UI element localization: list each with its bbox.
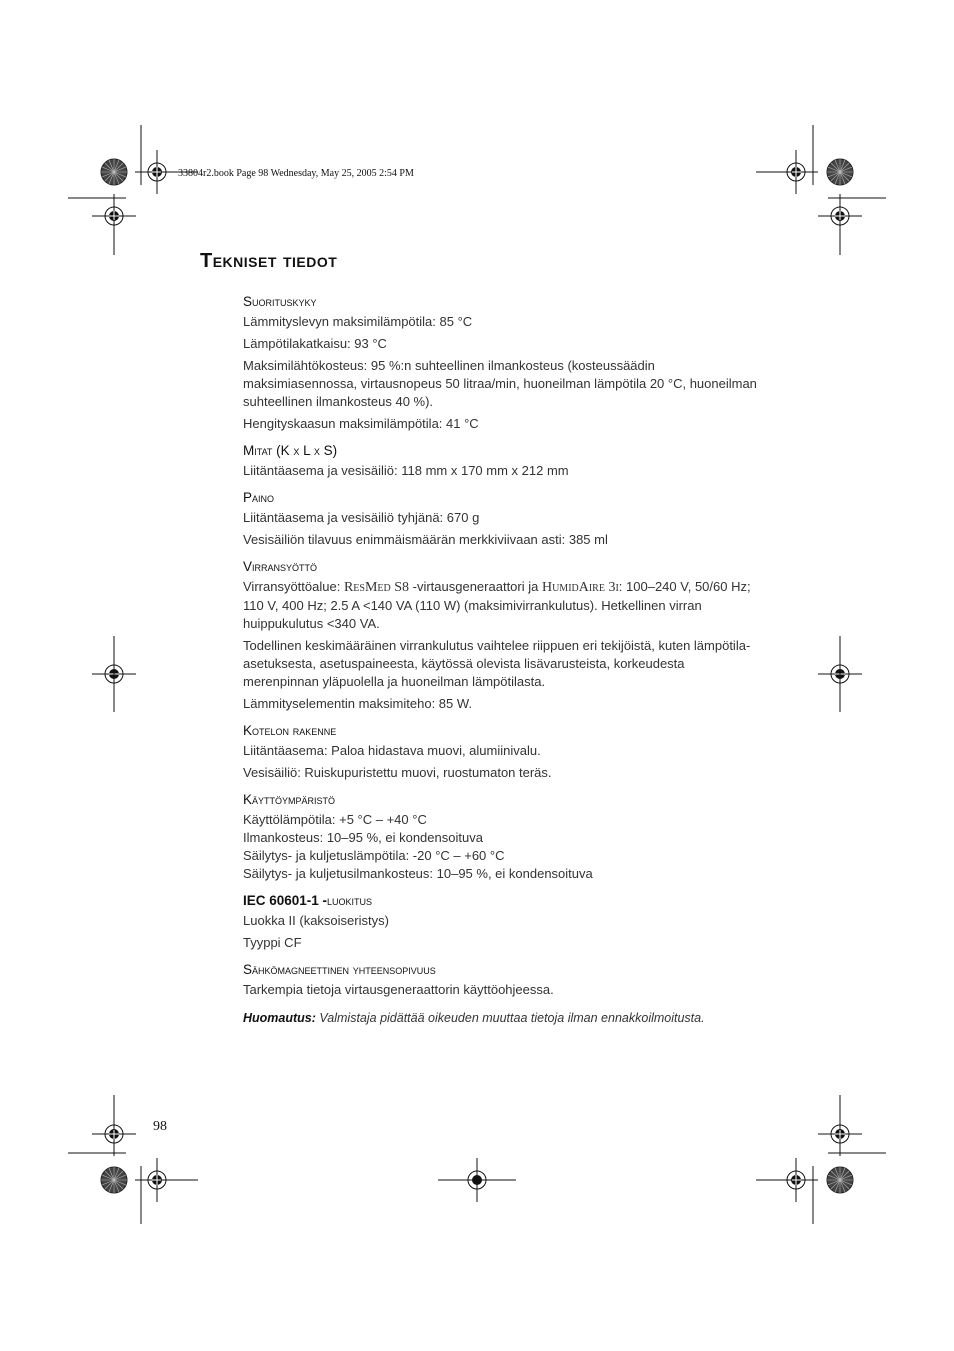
file-info-header: 33804r2.book Page 98 Wednesday, May 25, 2005 2:54 PM xyxy=(178,168,414,179)
note-label: Huomautus: xyxy=(243,1011,316,1025)
spec-line: Säilytys- ja kuljetusilmankosteus: 10–95 %, ei kondensoituva xyxy=(243,866,593,881)
star-target-icon xyxy=(827,1167,853,1193)
section-heading-power: Virransyöttö xyxy=(243,559,318,574)
spec-line: Todellinen keskimääräinen virrankulutus vaihtelee riippuen eri tekijöistä, kuten lämpötila-asetuksesta, asetuspaineesta, käytössä olevista lisävarusteista, korkeudesta merenpinnan yläpuolella ja huoneilman lämpötilasta. xyxy=(243,638,751,689)
page-title: Tekniset tiedot xyxy=(200,250,338,272)
spec-line: Liitäntäasema: Paloa hidastava muovi, alumiinivalu. xyxy=(243,743,541,758)
spec-line: Vesisäiliön tilavuus enimmäismäärän merkkiviivaan asti: 385 ml xyxy=(243,532,608,547)
spec-line: Tyyppi CF xyxy=(243,935,302,950)
spec-line: Lämpötilakatkaisu: 93 °C xyxy=(243,336,387,351)
star-target-icon xyxy=(101,159,127,185)
spec-line: Luokka II (kaksoiseristys) xyxy=(243,913,389,928)
spec-line: Liitäntäasema ja vesisäiliö tyhjänä: 670 g xyxy=(243,510,480,525)
spec-line: Lämmityselementin maksimiteho: 85 W. xyxy=(243,696,473,711)
spec-text: Virransyöttöalue: xyxy=(243,579,344,594)
spec-line: Tarkempia tietoja virtausgeneraattorin käyttöohjeessa. xyxy=(243,982,554,997)
note-paragraph xyxy=(243,1009,763,1027)
section-heading-iec xyxy=(243,892,763,910)
spec-line: Hengityskaasun maksimilämpötila: 41 °C xyxy=(243,416,479,431)
section-heading-performance: Suorituskyky xyxy=(243,294,317,309)
spec-line: Ilmankosteus: 10–95 %, ei kondensoituva xyxy=(243,830,483,845)
spec-content xyxy=(243,293,763,1027)
star-target-icon xyxy=(827,159,853,185)
section-heading-dimensions: Mitat (K x L x S) xyxy=(243,443,338,458)
section-heading-housing: Kotelon rakenne xyxy=(243,723,337,738)
spec-line: Vesisäiliö: Ruiskupuristettu muovi, ruostumaton teräs. xyxy=(243,765,552,780)
spec-line: Säilytys- ja kuljetuslämpötila: -20 °C – +60 °C xyxy=(243,848,505,863)
spec-text: -virtausgeneraattori ja xyxy=(409,579,542,594)
section-heading-emc: Sähkömagneettinen yhteensopivuus xyxy=(243,962,436,977)
power-supply-range xyxy=(243,578,763,633)
spec-text: : 100–240 V, 50/60 Hz; 110 V, 400 Hz; 2.5 A <140 VA (110 W) (maksimivirrankulutus). Hetkellinen virran huippukulutus <340 VA. xyxy=(243,579,751,631)
heading-bold-part: IEC 60601-1 - xyxy=(243,893,328,908)
page-number: 98 xyxy=(153,1119,167,1134)
brand-name: HumidAire 3i xyxy=(541,580,619,595)
note-text: Valmistaja pidättää oikeuden muuttaa tietoja ilman ennakkoilmoitusta. xyxy=(319,1011,705,1025)
section-heading-weight: Paino xyxy=(243,490,275,505)
heading-rest-part: luokitus xyxy=(327,893,373,908)
brand-name: ResMed S8 xyxy=(343,580,410,595)
spec-line: Liitäntäasema ja vesisäiliö: 118 mm x 170 mm x 212 mm xyxy=(243,463,569,478)
star-target-icon xyxy=(101,1167,127,1193)
spec-line: Maksimilähtökosteus: 95 %:n suhteellinen ilmankosteus (kosteussäädin maksimiasennossa, virtausnopeus 50 litraa/min, huoneilman lämpötila 20 °C, huoneilman suhteellinen ilmankosteus 40 %). xyxy=(243,358,757,409)
section-heading-environment: Käyttöympäristö xyxy=(243,792,336,807)
spec-line: Käyttölämpötila: +5 °C – +40 °C xyxy=(243,812,427,827)
spec-line: Lämmityslevyn maksimilämpötila: 85 °C xyxy=(243,314,473,329)
